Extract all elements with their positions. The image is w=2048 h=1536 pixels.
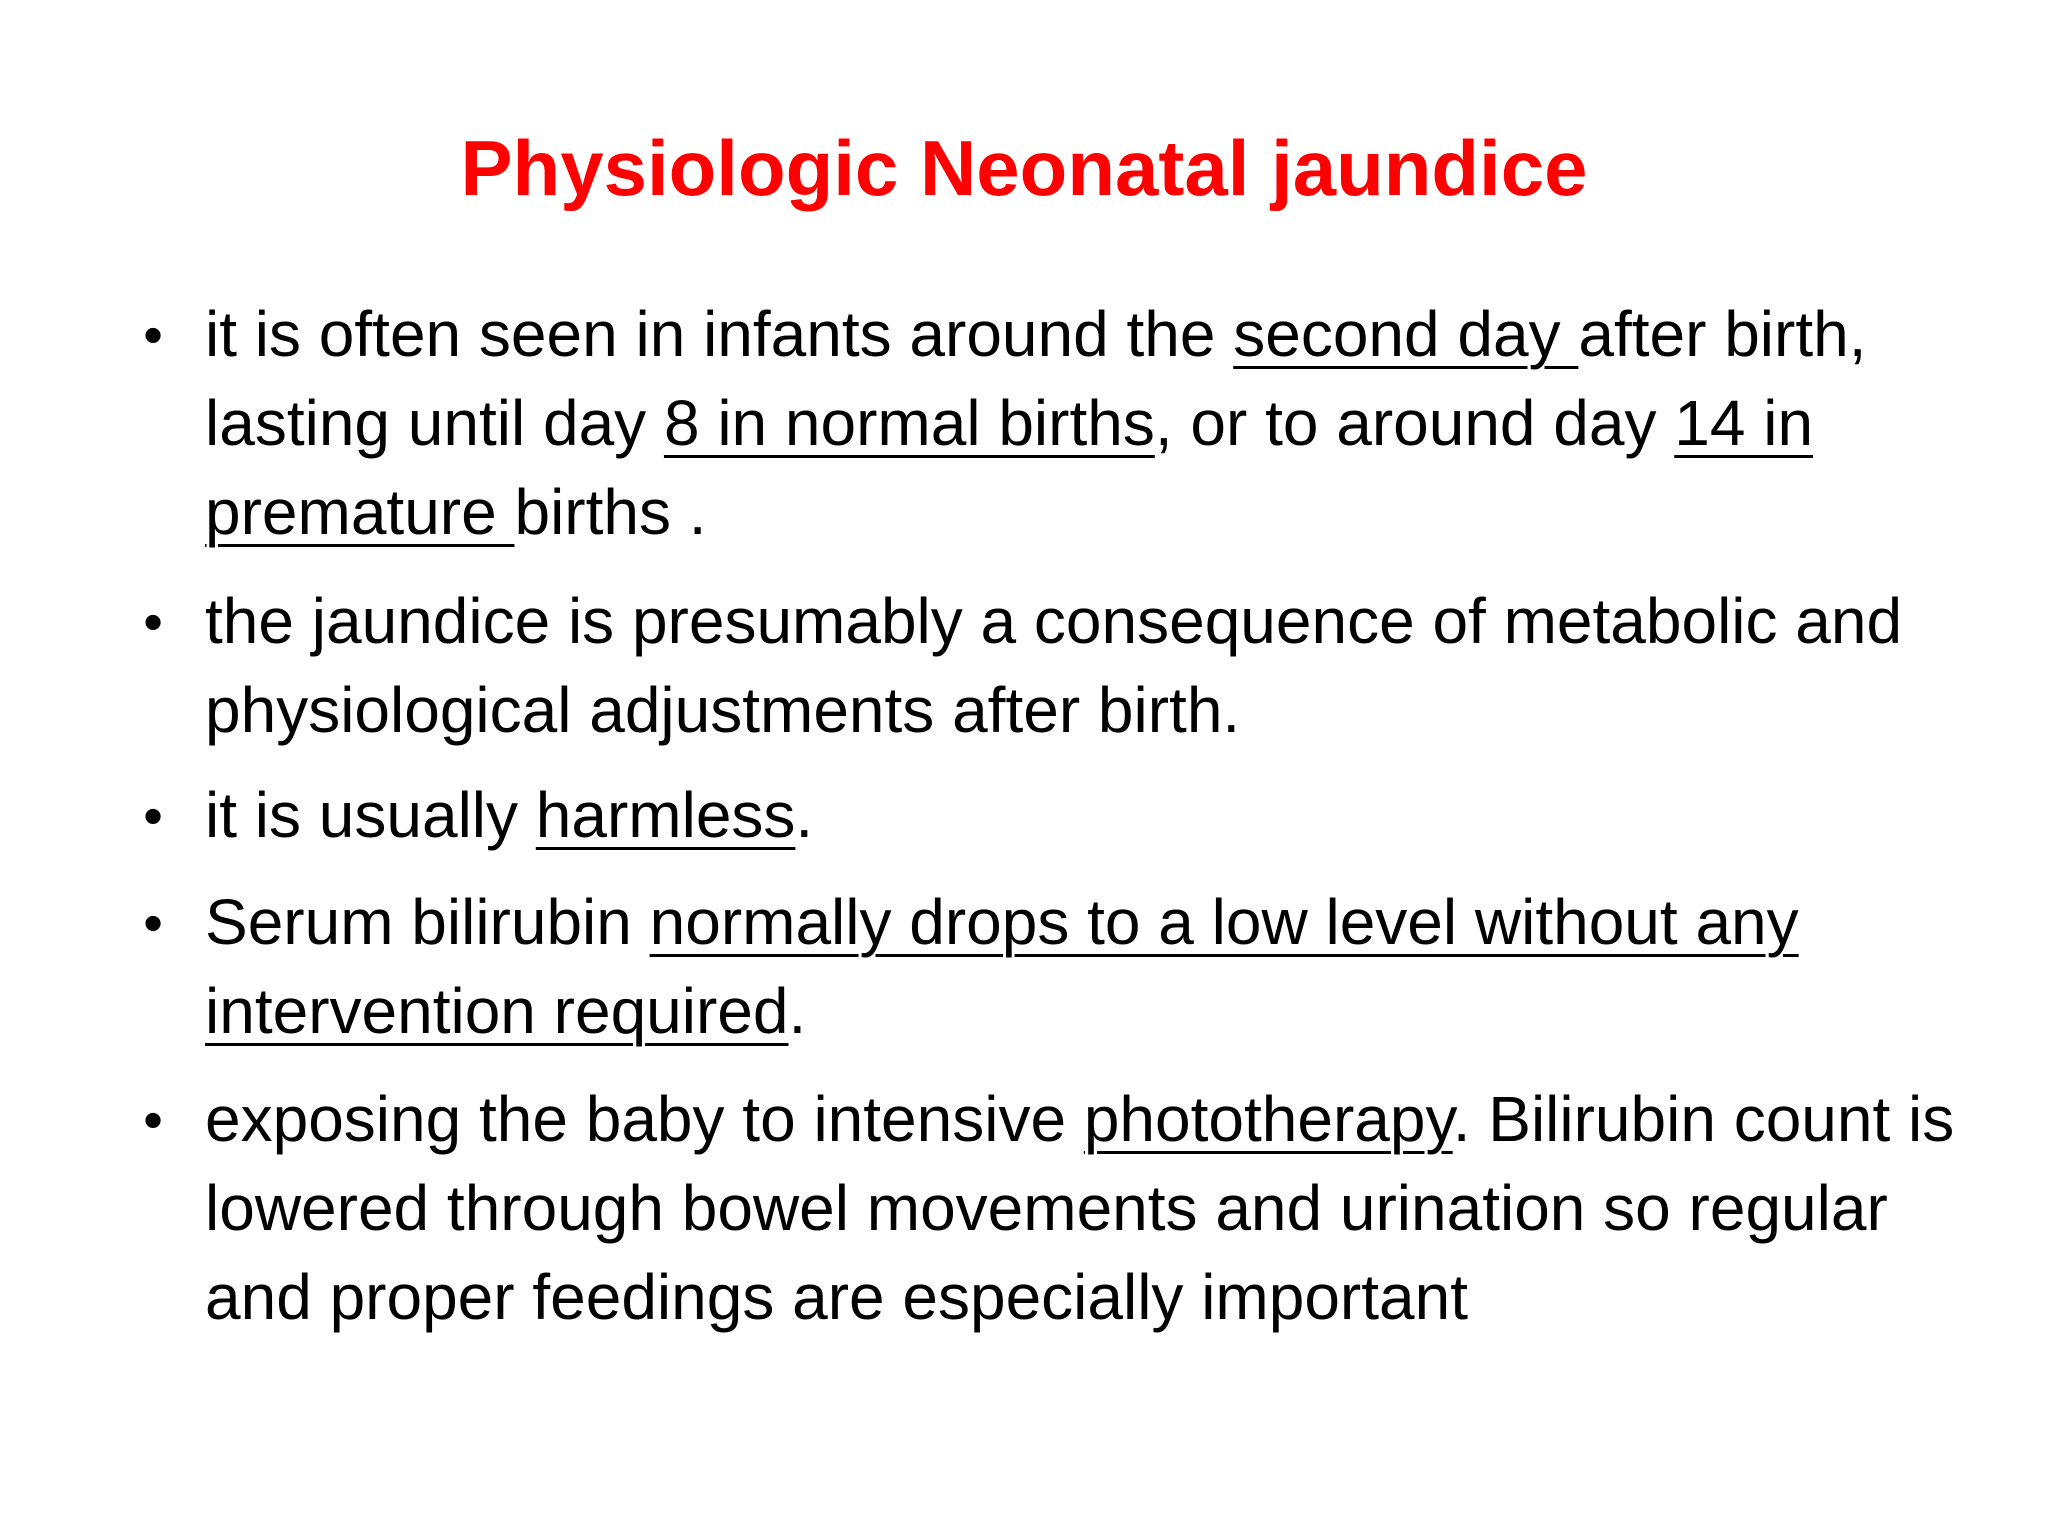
bullet-dot: • [143,1088,163,1151]
bullet-dot: • [143,303,163,366]
bullet-5-part-1: exposing the baby to intensive [205,1083,1084,1155]
bullet-dot: • [143,590,163,653]
bullet-1-part-2: second day [1233,298,1579,370]
bullet-1-part-5: , or to around day [1154,387,1675,459]
bullet-3-part-3: . [795,779,814,851]
bullet-item-1 [143,290,1975,557]
bullet-item-3 [143,771,1975,860]
bullet-1-part-3: after birth, lasting until day [205,298,1867,459]
bullet-item-4 [143,878,1975,1056]
bullet-3-part-1: it is usually [205,779,536,851]
bullet-item-2 [143,577,1975,755]
bullet-4-part-2: normally drops to a low level without any intervention required [205,886,1799,1047]
bullet-3-part-2: harmless [535,779,796,851]
bullet-1-part-1: it is often seen in infants around the [205,298,1234,370]
bullet-item-5 [143,1075,1975,1342]
bullet-5-part-2: phototherapy [1083,1083,1453,1155]
bullet-4-part-1: Serum bilirubin [205,886,650,958]
bullet-dot: • [143,891,163,954]
bullet-1-part-7: births . [514,476,707,548]
bullet-1-part-4: 8 in normal births [663,387,1155,459]
bullet-dot: • [143,784,163,847]
bullet-2-part-1: the jaundice is presumably a consequence of metabolic and physiological adjustments after birth. [205,585,1903,746]
slide-title: Physiologic Neonatal jaundice [460,124,1588,212]
bullet-1-part-6: 14 in premature [205,387,1814,548]
bullet-4-part-3: . [788,975,807,1047]
bullet-5-part-3: . Bilirubin count is lowered through bowel movements and urination so regular and proper feedings are especially important [205,1083,1955,1333]
